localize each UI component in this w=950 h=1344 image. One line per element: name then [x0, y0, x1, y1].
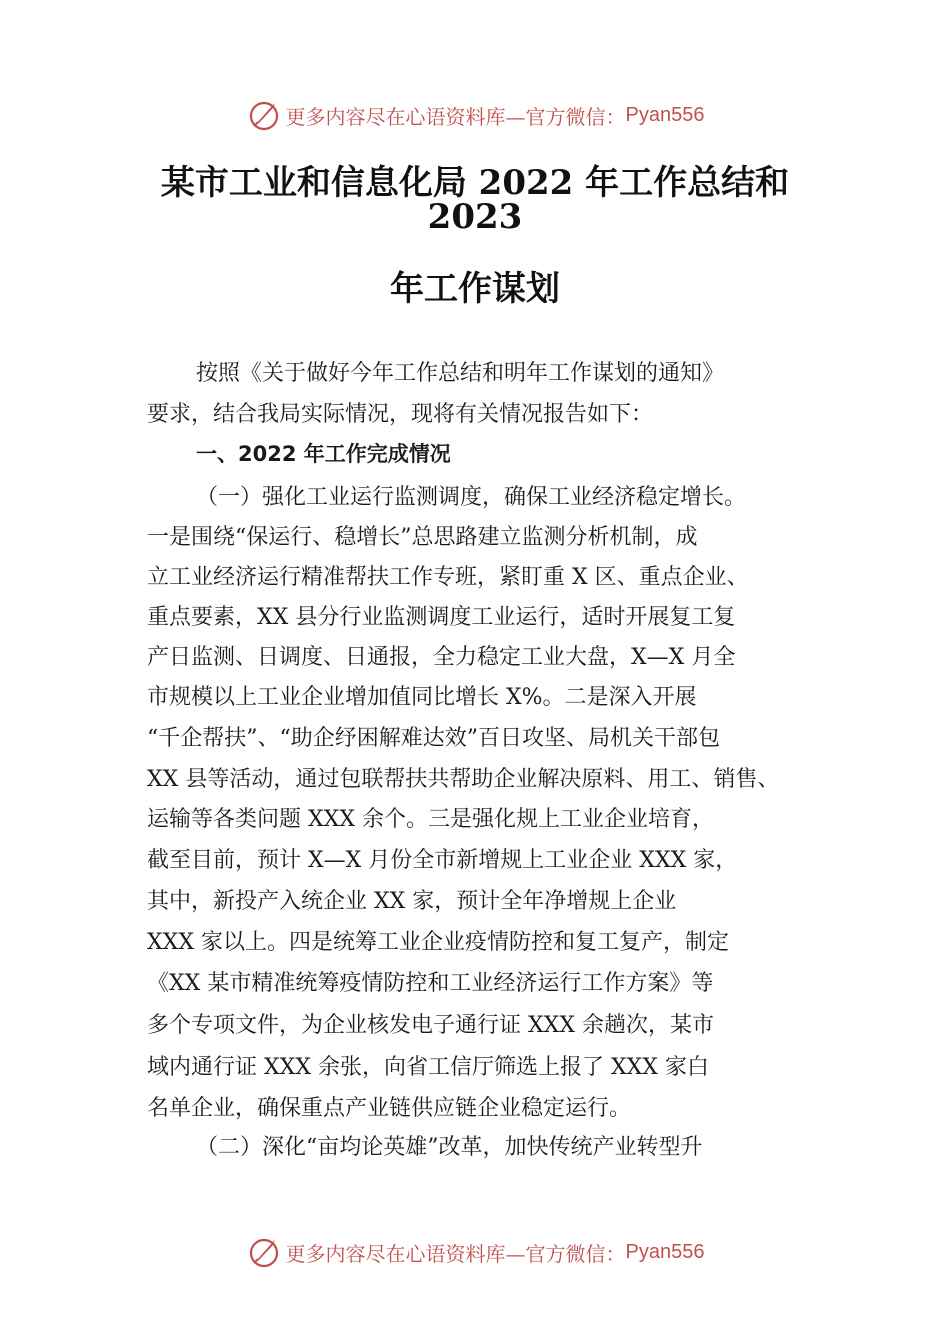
body-line: 立工业经济运行精准帮扶工作专班，紧盯重 X 区、重点企业、 [147, 565, 749, 590]
body-line: 截至目前，预计 X—X 月份全市新增规上工业企业 XXX 家， [147, 848, 738, 873]
body-line: 其中，新投产入统企业 XX 家，预计全年净增规上企业 [147, 889, 677, 914]
document-title-line-1: 某市工业和信息化局 2022 年工作总结和 [160, 163, 790, 203]
section-heading: 一、2022 年工作完成情况 [196, 442, 451, 466]
body-line: 产日监测、日调度、日通报，全力稳定工业大盘，X—X 月全 [147, 645, 736, 670]
body-line: 运输等各类问题 XXX 余个。三是强化规上工业企业培育， [147, 807, 714, 832]
subsection-heading: （一）强化工业运行监测调度，确保工业经济稳定增长。 [196, 485, 747, 510]
document-title-line-3: 年工作谋划 [390, 269, 560, 309]
body-line: “千企帮扶”、“助企纾困解难达效”百日攻坚、局机关干部包 [147, 726, 720, 751]
document-title-line-2: 2023 [427, 197, 523, 237]
body-line: 要求，结合我局实际情况，现将有关情况报告如下： [147, 402, 654, 427]
body-line: 名单企业，确保重点产业链供应链企业稳定运行。 [147, 1096, 632, 1121]
body-line: 市规模以上工业企业增加值同比增长 X%。二是深入开展 [147, 685, 697, 710]
watermark-text: 更多内容尽在心语资料库—官方微信： [285, 104, 626, 129]
watermark-top [0, 95, 950, 135]
watermark-wechat-id: Pyan556 [625, 1240, 705, 1263]
body-line: XX 县等活动，通过包联帮扶共帮助企业解决原料、用工、销售、 [147, 767, 780, 792]
body-line: XXX 家以上。四是统筹工业企业疫情防控和复工复产，制定 [147, 930, 729, 955]
body-line: 域内通行证 XXX 余张，向省工信厅筛选上报了 XXX 家白 [147, 1055, 709, 1080]
watermark-text: 更多内容尽在心语资料库—官方微信： [285, 1241, 626, 1266]
quill-circle-icon [246, 1234, 282, 1270]
body-line: 重点要素，XX 县分行业监测调度工业运行，适时开展复工复 [147, 605, 736, 630]
watermark-wechat-id: Pyan556 [625, 103, 705, 126]
quill-circle-icon [246, 97, 282, 133]
body-line: 多个专项文件，为企业核发电子通行证 XXX 余趟次，某市 [147, 1013, 714, 1038]
watermark-bottom [0, 1232, 950, 1272]
body-line: 一是围绕“保运行、稳增长”总思路建立监测分析机制，成 [147, 525, 698, 550]
body-line: 按照《关于做好今年工作总结和明年工作谋划的通知》 [196, 361, 725, 386]
body-line: 《XX 某市精准统筹疫情防控和工业经济运行工作方案》等 [147, 971, 714, 996]
subsection-heading: （二）深化“亩均论英雄”改革，加快传统产业转型升 [196, 1135, 703, 1160]
